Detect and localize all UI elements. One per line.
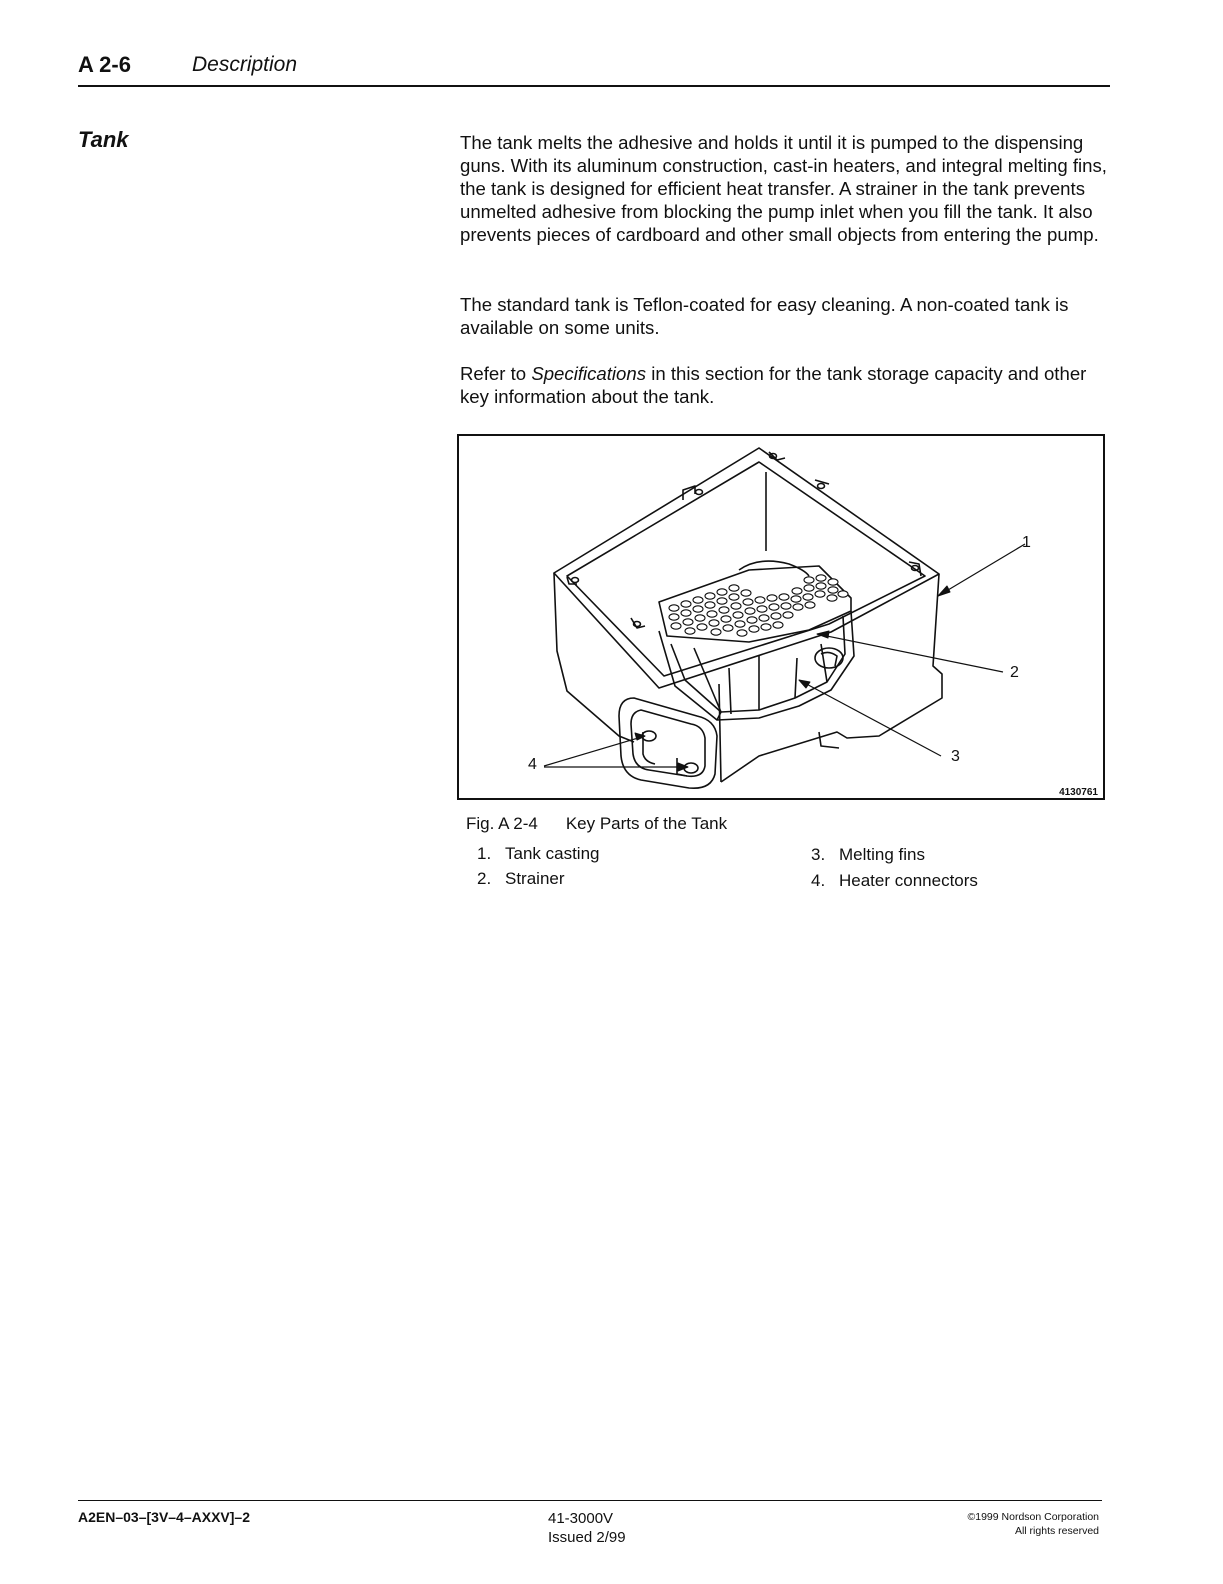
tank-illustration (459, 436, 1107, 802)
caption-number: Fig. A 2-4 (466, 814, 538, 833)
legend-item (811, 871, 978, 891)
legend-item (811, 845, 925, 865)
tank-wall-left (554, 573, 634, 742)
page-number: A 2-6 (78, 52, 131, 77)
chapter-title: Description (192, 53, 298, 76)
legend-label: Tank casting (505, 844, 600, 863)
callout-1: 1 (1022, 534, 1031, 551)
legend-number: 3. (811, 845, 826, 864)
ref-text-after: in this section for the tank storage capacity and other key information about the tank. (460, 363, 1087, 407)
paragraph-specifications-ref (460, 362, 1115, 408)
footer-doc-code: A2EN–03–[3V–4–AXXV]–2 (78, 1509, 250, 1525)
legend-item (477, 869, 565, 889)
callout-4: 4 (528, 756, 537, 773)
part-number: 41-3000V (548, 1510, 614, 1527)
legend-label: Melting fins (839, 845, 925, 864)
legend-number: 2. (477, 869, 492, 888)
leader-line-1 (938, 544, 1025, 596)
callout-2: 2 (1010, 664, 1019, 681)
heater-connector-housing (619, 698, 717, 788)
figure-caption (466, 814, 727, 834)
paragraph-tank-description: The tank melts the adhesive and holds it until it is pumped to the dispensing guns. With its aluminum construction, cast-in heaters, and integral melting fins, the tank is designed for efficient heat transfer. A strainer in the tank prevents unmelted adhesive from blocking the pump inlet when you fill the tank. It also prevents pieces of cardboard and other small objects from entering the pump. (460, 132, 1107, 245)
legend-label: Heater connectors (839, 871, 978, 890)
tank-flange-inner (567, 462, 925, 676)
copyright-line: ©1999 Nordson Corporation (967, 1511, 1099, 1523)
issue-date: Issued 2/99 (548, 1529, 626, 1546)
tank-flange (554, 448, 939, 688)
rights-line: All rights reserved (1014, 1525, 1099, 1537)
footer-part-info (548, 1509, 626, 1547)
caption-title: Key Parts of the Tank (565, 814, 728, 833)
legend-number: 4. (811, 871, 826, 890)
figure-id-number: 4130761 (1059, 787, 1098, 798)
paragraph-teflon-coating: The standard tank is Teflon-coated for easy cleaning. A non-coated tank is available on some units. (460, 294, 1069, 338)
specifications-reference: Specifications (531, 363, 647, 384)
legend-item (477, 844, 600, 864)
footer-copyright (968, 1510, 1099, 1538)
section-heading: Tank (78, 127, 129, 152)
ref-text-before: Refer to (460, 363, 532, 384)
legend-label: Strainer (505, 869, 565, 888)
legend-number: 1. (477, 844, 492, 863)
callout-3: 3 (951, 748, 960, 765)
tank-figure (457, 434, 1105, 800)
footer-divider (78, 1500, 1102, 1501)
leader-line-4a (544, 736, 645, 766)
header-divider (78, 85, 1110, 87)
